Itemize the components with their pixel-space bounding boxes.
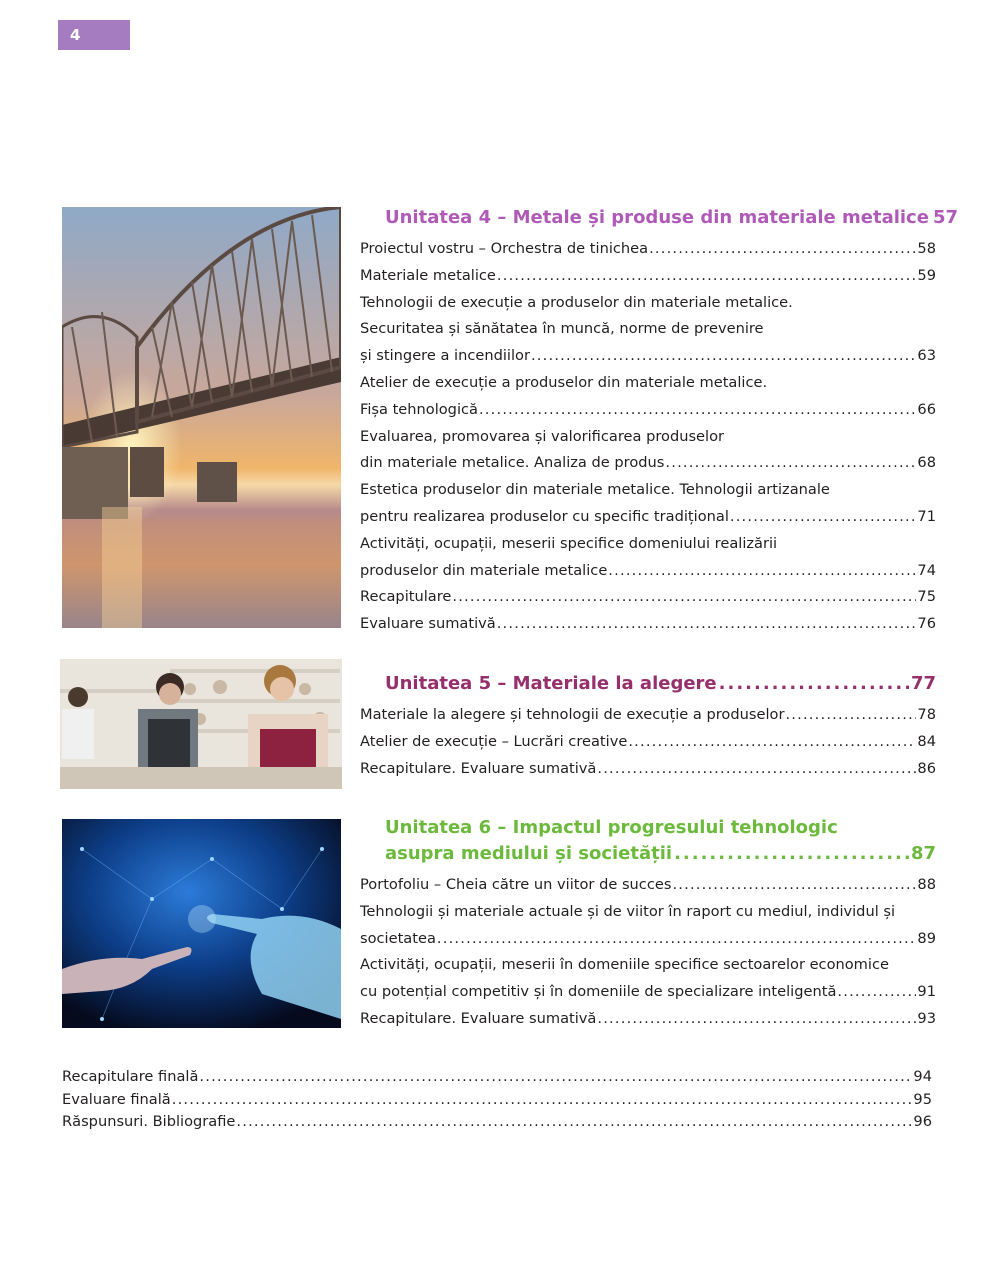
toc-page-number: 78 bbox=[917, 706, 936, 723]
unit-6-title-line1: Unitatea 6 – Impactul progresului tehnologic bbox=[385, 817, 838, 838]
toc-entry-text: Tehnologii și materiale actuale și de viitor în raport cu mediul, individul și bbox=[360, 902, 896, 920]
dot-leader bbox=[497, 263, 917, 290]
toc-entry[interactable] bbox=[360, 1006, 936, 1033]
toc-page-number: 76 bbox=[917, 615, 936, 633]
unit-6-section bbox=[360, 815, 936, 1033]
toc-page-number: 96 bbox=[913, 1113, 932, 1130]
dot-leader bbox=[730, 504, 917, 531]
toc-entry-line bbox=[360, 756, 936, 783]
toc-entry-text: din materiale metalice. Analiza de produs bbox=[360, 454, 665, 472]
toc-page-number: 84 bbox=[917, 732, 936, 750]
dot-leader bbox=[837, 979, 916, 1006]
dot-leader bbox=[665, 450, 916, 477]
toc-entry-text: Estetica produselor din materiale metalice. Tehnologii artizanale bbox=[360, 481, 830, 499]
toc-page-number: 63 bbox=[917, 347, 936, 365]
toc-entry-line bbox=[360, 236, 936, 263]
toc-page-number: 66 bbox=[917, 400, 936, 418]
toc-entry[interactable] bbox=[360, 729, 936, 756]
workshop-photo bbox=[60, 659, 342, 789]
toc-entry[interactable] bbox=[360, 263, 936, 290]
dot-leader bbox=[785, 702, 916, 729]
toc-entry-text: Tehnologii de execuție a produselor din materiale metalice. bbox=[360, 293, 793, 311]
toc-page-number: 68 bbox=[917, 454, 936, 472]
toc-entry-text: societatea bbox=[360, 929, 436, 947]
unit-4-section bbox=[360, 205, 958, 638]
unit-6-title[interactable]: asupra mediului și societății ..... 87 bbox=[385, 841, 936, 867]
dot-leader bbox=[452, 584, 916, 611]
toc-entry-text: Recapitulare bbox=[360, 588, 452, 606]
toc-entry[interactable] bbox=[360, 872, 936, 899]
dot-leader bbox=[172, 1089, 913, 1112]
toc-entry-text: Activități, ocupații, meserii specifice domeniului realizării bbox=[360, 534, 778, 552]
toc-entry[interactable] bbox=[360, 477, 936, 531]
unit-6-entries bbox=[360, 872, 936, 1033]
toc-page-number: 75 bbox=[917, 588, 936, 606]
toc-entry[interactable] bbox=[360, 236, 936, 263]
toc-entry-text: produselor din materiale metalice bbox=[360, 561, 608, 579]
toc-entry-text: Evaluare sumativă bbox=[360, 615, 496, 633]
toc-entry-line bbox=[360, 729, 936, 756]
toc-entry-text: Fișa tehnologică bbox=[360, 400, 478, 418]
toc-page-number: 93 bbox=[917, 1009, 936, 1027]
toc-entry-text: Recapitulare finală bbox=[62, 1068, 199, 1085]
toc-entry-text: Evaluare finală bbox=[62, 1090, 171, 1108]
toc-entry-line bbox=[360, 611, 936, 638]
dot-leader bbox=[597, 1006, 916, 1033]
toc-entry-text: Materiale metalice bbox=[360, 266, 496, 284]
toc-entry-line bbox=[360, 1006, 936, 1033]
toc-entry[interactable] bbox=[360, 584, 936, 611]
dot-leader bbox=[479, 397, 916, 424]
dot-leader bbox=[236, 1111, 912, 1134]
final-toc-entry[interactable] bbox=[62, 1111, 932, 1134]
toc-entry[interactable] bbox=[360, 531, 936, 585]
page-number-badge: 4 bbox=[58, 20, 130, 50]
toc-entry[interactable] bbox=[360, 702, 936, 729]
unit-5-section bbox=[360, 671, 936, 782]
toc-entry-line bbox=[360, 702, 936, 729]
toc-entry-line bbox=[360, 872, 936, 899]
toc-entry-text: Materiale la alegere și tehnologii de execuție a produselor bbox=[360, 706, 785, 723]
toc-entry-text: pentru realizarea produselor cu specific tradițional bbox=[360, 507, 729, 525]
toc-page-number: 58 bbox=[917, 240, 936, 257]
toc-entry-text: Securitatea și sănătatea în muncă, norme de prevenire bbox=[360, 320, 764, 338]
toc-entry-text: Recapitulare. Evaluare sumativă bbox=[360, 1009, 597, 1027]
unit-4-entries bbox=[360, 236, 936, 638]
toc-page-number: 71 bbox=[917, 507, 936, 525]
toc-entry-text: cu potențial competitiv și în domeniile de specializare inteligentă bbox=[360, 983, 837, 1001]
toc-entry[interactable] bbox=[360, 756, 936, 783]
bridge-photo bbox=[62, 207, 341, 628]
toc-entry-text: Răspunsuri. Bibliografie bbox=[62, 1113, 236, 1130]
dot-leader bbox=[531, 343, 916, 370]
toc-entry-line bbox=[360, 584, 936, 611]
toc-entry-line bbox=[360, 397, 936, 424]
final-toc-entry[interactable] bbox=[62, 1066, 932, 1089]
toc-entry-text: Activități, ocupații, meserii în domeniile specifice sectoarelor economice bbox=[360, 956, 889, 974]
dot-leader bbox=[672, 872, 916, 899]
toc-entry-line bbox=[360, 504, 936, 531]
toc-entry-text: și stingere a incendiilor bbox=[360, 347, 530, 365]
dot-leader bbox=[608, 558, 916, 585]
dot-leader bbox=[628, 729, 916, 756]
dot-leader bbox=[497, 611, 917, 638]
toc-entry-text: Proiectul vostru – Orchestra de tinichea bbox=[360, 240, 649, 257]
toc-entry[interactable] bbox=[360, 290, 936, 370]
toc-entry-line bbox=[360, 558, 936, 585]
toc-page-number: 86 bbox=[917, 759, 936, 777]
toc-entry-line bbox=[360, 450, 936, 477]
toc-entry-line bbox=[360, 979, 936, 1006]
unit-5-title[interactable]: Unitatea 5 – Materiale la alegere ..... 77 bbox=[385, 671, 936, 697]
toc-entry[interactable] bbox=[360, 952, 936, 1006]
toc-entry-line bbox=[360, 343, 936, 370]
toc-entry-text: Atelier de execuție – Lucrări creative bbox=[360, 732, 628, 750]
unit-4-title[interactable]: Unitatea 4 – Metale și produse din materiale metalice 57 bbox=[385, 207, 958, 228]
toc-entry-line bbox=[360, 263, 936, 290]
final-toc-entry[interactable] bbox=[62, 1089, 932, 1112]
toc-entry[interactable] bbox=[360, 370, 936, 424]
toc-page-number: 91 bbox=[917, 983, 936, 1001]
toc-page-number: 88 bbox=[917, 876, 936, 893]
dot-leader bbox=[649, 236, 916, 263]
toc-page-number: 59 bbox=[917, 266, 936, 284]
ai-hand-photo bbox=[62, 819, 341, 1028]
toc-entry-line bbox=[360, 926, 936, 953]
unit-5-entries bbox=[360, 702, 936, 782]
toc-entry[interactable] bbox=[360, 611, 936, 638]
final-entries bbox=[62, 1066, 932, 1134]
toc-page-number: 94 bbox=[913, 1068, 932, 1085]
toc-page-number: 89 bbox=[917, 929, 936, 947]
dot-leader bbox=[199, 1066, 912, 1089]
toc-page-number: 95 bbox=[913, 1090, 932, 1108]
toc-entry-text: Portofoliu – Cheia către un viitor de succes bbox=[360, 876, 672, 893]
toc-entry-text: Atelier de execuție a produselor din materiale metalice. bbox=[360, 373, 768, 391]
dot-leader bbox=[597, 756, 916, 783]
toc-page-number: 74 bbox=[917, 561, 936, 579]
toc-entry-text: Recapitulare. Evaluare sumativă bbox=[360, 759, 597, 777]
toc-entry-text: Evaluarea, promovarea și valorificarea produselor bbox=[360, 427, 725, 445]
toc-entry[interactable] bbox=[360, 424, 936, 478]
dot-leader bbox=[437, 926, 917, 953]
toc-entry[interactable] bbox=[360, 899, 936, 953]
